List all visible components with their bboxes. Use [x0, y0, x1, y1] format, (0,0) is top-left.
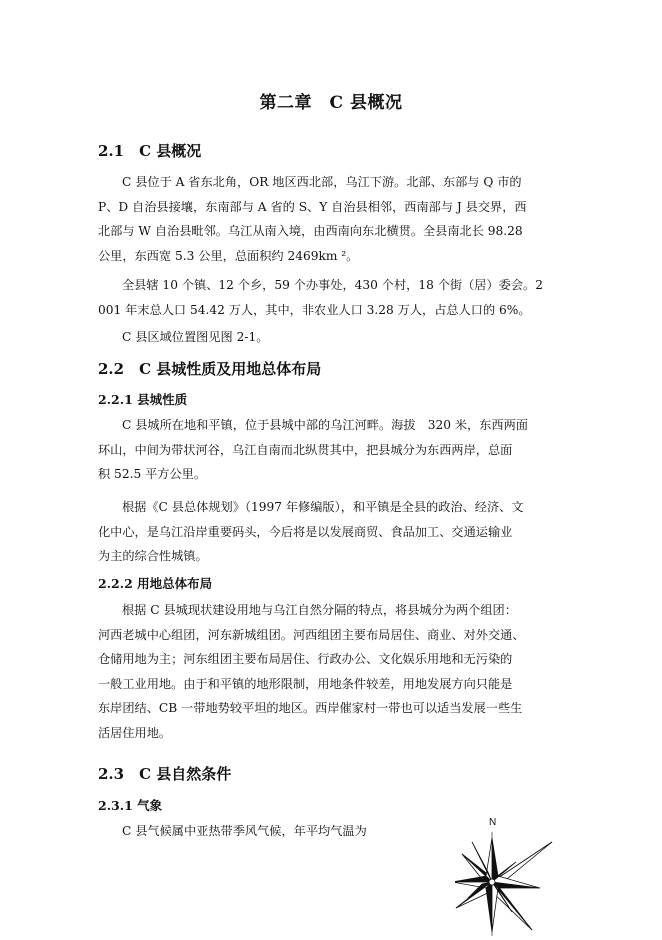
text-line: 积 52.5 平方公里。	[98, 467, 207, 481]
paragraph	[98, 273, 558, 322]
text-line: 公里，东西宽 5.3 公里，总面积约 2469km ²。	[98, 248, 359, 263]
north-label: N	[489, 817, 497, 828]
subsection-heading-2-3-1: 2.3.1 气象	[98, 798, 163, 813]
chapter-title: 第二章 C 县概况	[259, 93, 403, 113]
text-line: 环山，中间为带状河谷，乌江自南而北纵贯其中，把县城分为东西两岸，总面	[98, 442, 513, 457]
section-heading-2-1: 2.1 C 县概况	[98, 142, 202, 160]
paragraph	[98, 170, 558, 268]
text-line: 全县辖 10 个镇、12 个乡，59 个办事处，430 个村，18 个街（居）委会。2	[122, 278, 543, 292]
compass-rose-icon	[455, 812, 575, 936]
text-line: 001 年末总人口 54.42 万人，其中，非农业人口 3.28 万人，占总人口的 6%。	[98, 302, 531, 317]
text-line: 北部与 W 自治县毗邻。乌江从南入境，由西南向东北横贯。全县南北长 98.28	[98, 224, 523, 238]
subsection-heading-2-2-2: 2.2.2 用地总体布局	[98, 576, 213, 591]
paragraph	[98, 325, 558, 350]
text-line: 根据 C 县城现状建设用地与乌江自然分隔的特点，将县城分为两个组团：	[122, 603, 517, 617]
text-line: 为主的综合性城镇。	[98, 549, 208, 563]
text-line: C 县区域位置图见图 2-1。	[122, 330, 269, 344]
text-line: 仓储用地为主；河东组团主要布局居住、行政办公、文化娱乐用地和无污染的	[98, 652, 513, 666]
paragraph	[98, 495, 558, 569]
text-line: C 县位于 A 省东北角，OR 地区西北部，乌江下游。北部、东部与 Q 市的	[122, 175, 522, 189]
paragraph	[98, 598, 558, 745]
text-line: C 县城所在地和平镇，位于县城中部的乌江河畔。海拔 320 米，东西两面	[122, 418, 528, 432]
subsection-heading-2-2-1: 2.2.1 县城性质	[98, 392, 188, 407]
text-line: P、D 自治县接壤，东南部与 A 省的 S、Y 自治县相邻，西南部与 J 县交界，西	[98, 199, 527, 214]
paragraph	[98, 413, 558, 487]
text-line: 河西老城中心组团，河东新城组团。河西组团主要布局居住、商业、对外交通、	[98, 627, 525, 642]
text-line: 活居住用地。	[98, 725, 172, 740]
section-heading-2-2: 2.2 C 县城性质及用地总体布局	[98, 360, 322, 378]
compass-rose-graphic	[455, 812, 575, 936]
text-line: 根据《C 县总体规划》（1997 年修编版），和平镇是全县的政治、经济、文	[122, 500, 524, 514]
text-line: 化中心，是乌江沿岸重要码头，今后将是以发展商贸、食品加工、交通运输业	[98, 524, 513, 539]
text-line: 一般工业用地。由于和平镇的地形限制，用地条件较差，用地发展方向只能是	[98, 676, 513, 691]
section-heading-2-3: 2.3 C 县自然条件	[98, 765, 232, 783]
text-line: C 县气候属中亚热带季风气候，年平均气温为	[122, 824, 367, 838]
text-line: 东岸团结、CB 一带地势较平坦的地区。西岸催家村一带也可以适当发展一些生	[98, 701, 523, 715]
